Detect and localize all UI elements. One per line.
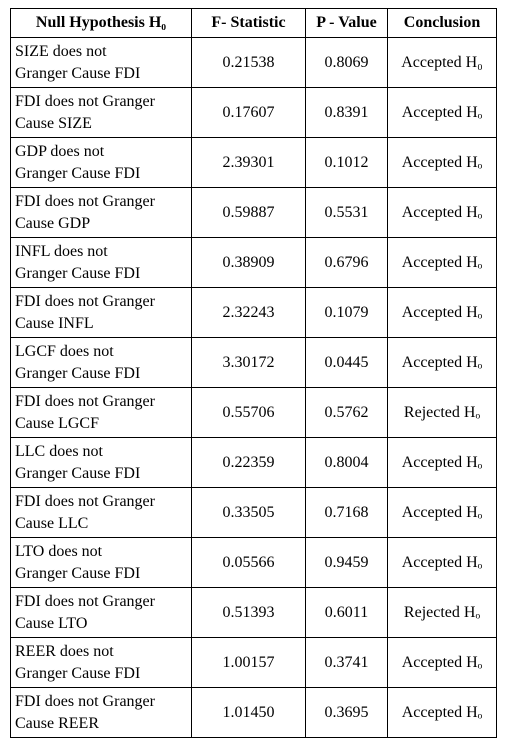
hypothesis-text-line: FDI does not Granger — [15, 292, 155, 310]
hypothesis-text-line: FDI does not Granger — [15, 692, 155, 710]
p-value-cell: 0.5762 — [306, 388, 388, 438]
hypothesis-text-line: Granger Cause FDI — [15, 664, 141, 682]
table-row — [11, 538, 497, 588]
table-row — [11, 388, 497, 438]
f-statistic-cell: 0.59887 — [192, 188, 306, 238]
p-value-cell: 0.5531 — [306, 188, 388, 238]
p-value-cell: 0.9459 — [306, 538, 388, 588]
hypothesis-cell — [11, 438, 192, 488]
hypothesis-text-line: Granger Cause FDI — [15, 164, 141, 182]
granger-causality-table — [10, 8, 497, 738]
f-statistic-cell: 0.17607 — [192, 88, 306, 138]
conclusion-cell: Rejected Hₒ — [388, 388, 497, 438]
table-row — [11, 638, 497, 688]
f-statistic-cell: 0.38909 — [192, 238, 306, 288]
conclusion-cell: Rejected Hₒ — [388, 588, 497, 638]
hypothesis-cell — [11, 288, 192, 338]
f-statistic-cell: 0.21538 — [192, 38, 306, 88]
f-statistic-cell: 0.33505 — [192, 488, 306, 538]
table-row — [11, 488, 497, 538]
p-value-cell: 0.7168 — [306, 488, 388, 538]
f-statistic-cell: 0.51393 — [192, 588, 306, 638]
table-row — [11, 338, 497, 388]
hypothesis-text-line: LGCF does not — [15, 342, 114, 360]
hypothesis-cell — [11, 188, 192, 238]
hypothesis-cell — [11, 488, 192, 538]
f-statistic-cell: 1.01450 — [192, 688, 306, 738]
conclusion-cell: Accepted Hₒ — [388, 138, 497, 188]
hypothesis-text-line: Cause GDP — [15, 214, 91, 232]
conclusion-cell: Accepted Hₒ — [388, 188, 497, 238]
hypothesis-cell — [11, 588, 192, 638]
table-row — [11, 288, 497, 338]
header-p-value: P - Value — [306, 9, 388, 38]
f-statistic-cell: 3.30172 — [192, 338, 306, 388]
conclusion-cell: Accepted Hₒ — [388, 238, 497, 288]
conclusion-cell: Accepted Hₒ — [388, 338, 497, 388]
header-row — [11, 9, 497, 38]
p-value-cell: 0.3695 — [306, 688, 388, 738]
p-value-cell: 0.6796 — [306, 238, 388, 288]
hypothesis-text-line: LTO does not — [15, 542, 103, 560]
f-statistic-cell: 2.32243 — [192, 288, 306, 338]
table-row — [11, 138, 497, 188]
hypothesis-cell — [11, 88, 192, 138]
hypothesis-text-line: Granger Cause FDI — [15, 264, 141, 282]
f-statistic-cell: 0.22359 — [192, 438, 306, 488]
conclusion-cell: Accepted H₀ — [388, 38, 497, 88]
table-row — [11, 688, 497, 738]
conclusion-cell: Accepted Hₒ — [388, 288, 497, 338]
hypothesis-text-line: Granger Cause FDI — [15, 364, 141, 382]
hypothesis-text-line: Granger Cause FDI — [15, 64, 141, 82]
hypothesis-cell — [11, 538, 192, 588]
p-value-cell: 0.8391 — [306, 88, 388, 138]
hypothesis-text-line: SIZE does not — [15, 42, 107, 60]
hypothesis-cell — [11, 388, 192, 438]
hypothesis-text-line: INFL does not — [15, 242, 108, 260]
conclusion-cell: Accepted Hₒ — [388, 688, 497, 738]
table-row — [11, 238, 497, 288]
conclusion-cell: Accepted Hₒ — [388, 488, 497, 538]
hypothesis-cell — [11, 238, 192, 288]
conclusion-cell: Accepted Hₒ — [388, 88, 497, 138]
f-statistic-cell: 2.39301 — [192, 138, 306, 188]
p-value-cell: 0.6011 — [306, 588, 388, 638]
hypothesis-text-line: Cause LLC — [15, 514, 89, 532]
p-value-cell: 0.1012 — [306, 138, 388, 188]
hypothesis-text-line: GDP does not — [15, 142, 105, 160]
hypothesis-cell — [11, 138, 192, 188]
hypothesis-text-line: FDI does not Granger — [15, 392, 155, 410]
hypothesis-cell — [11, 688, 192, 738]
f-statistic-cell: 0.05566 — [192, 538, 306, 588]
conclusion-cell: Accepted Hₒ — [388, 438, 497, 488]
table-header — [11, 9, 497, 38]
table-row — [11, 438, 497, 488]
f-statistic-cell: 1.00157 — [192, 638, 306, 688]
granger-causality-table-container — [10, 8, 497, 738]
p-value-cell: 0.0445 — [306, 338, 388, 388]
hypothesis-text-line: Cause LGCF — [15, 414, 99, 432]
hypothesis-text-line: FDI does not Granger — [15, 92, 155, 110]
hypothesis-text-line: FDI does not Granger — [15, 492, 155, 510]
hypothesis-cell — [11, 38, 192, 88]
hypothesis-text-line: REER does not — [15, 642, 114, 660]
hypothesis-text-line: FDI does not Granger — [15, 592, 155, 610]
hypothesis-cell — [11, 638, 192, 688]
hypothesis-text-line: Granger Cause FDI — [15, 464, 141, 482]
p-value-cell: 0.1079 — [306, 288, 388, 338]
header-f-statistic: F- Statistic — [192, 9, 306, 38]
hypothesis-text-line: Cause REER — [15, 714, 99, 732]
p-value-cell: 0.8004 — [306, 438, 388, 488]
hypothesis-text-line: FDI does not Granger — [15, 192, 155, 210]
table-body — [11, 38, 497, 738]
header-conclusion: Conclusion — [388, 9, 497, 38]
conclusion-cell: Accepted Hₒ — [388, 538, 497, 588]
table-row — [11, 588, 497, 638]
p-value-cell: 0.3741 — [306, 638, 388, 688]
table-row — [11, 188, 497, 238]
f-statistic-cell: 0.55706 — [192, 388, 306, 438]
hypothesis-text-line: LLC does not — [15, 442, 103, 460]
header-null-hypothesis: Null Hypothesis H₀ — [11, 9, 192, 38]
hypothesis-text-line: Cause LTO — [15, 614, 88, 632]
conclusion-cell: Accepted Hₒ — [388, 638, 497, 688]
hypothesis-text-line: Cause INFL — [15, 314, 94, 332]
p-value-cell: 0.8069 — [306, 38, 388, 88]
table-row — [11, 88, 497, 138]
hypothesis-text-line: Granger Cause FDI — [15, 564, 141, 582]
hypothesis-text-line: Cause SIZE — [15, 114, 92, 132]
hypothesis-cell — [11, 338, 192, 388]
table-row — [11, 38, 497, 88]
